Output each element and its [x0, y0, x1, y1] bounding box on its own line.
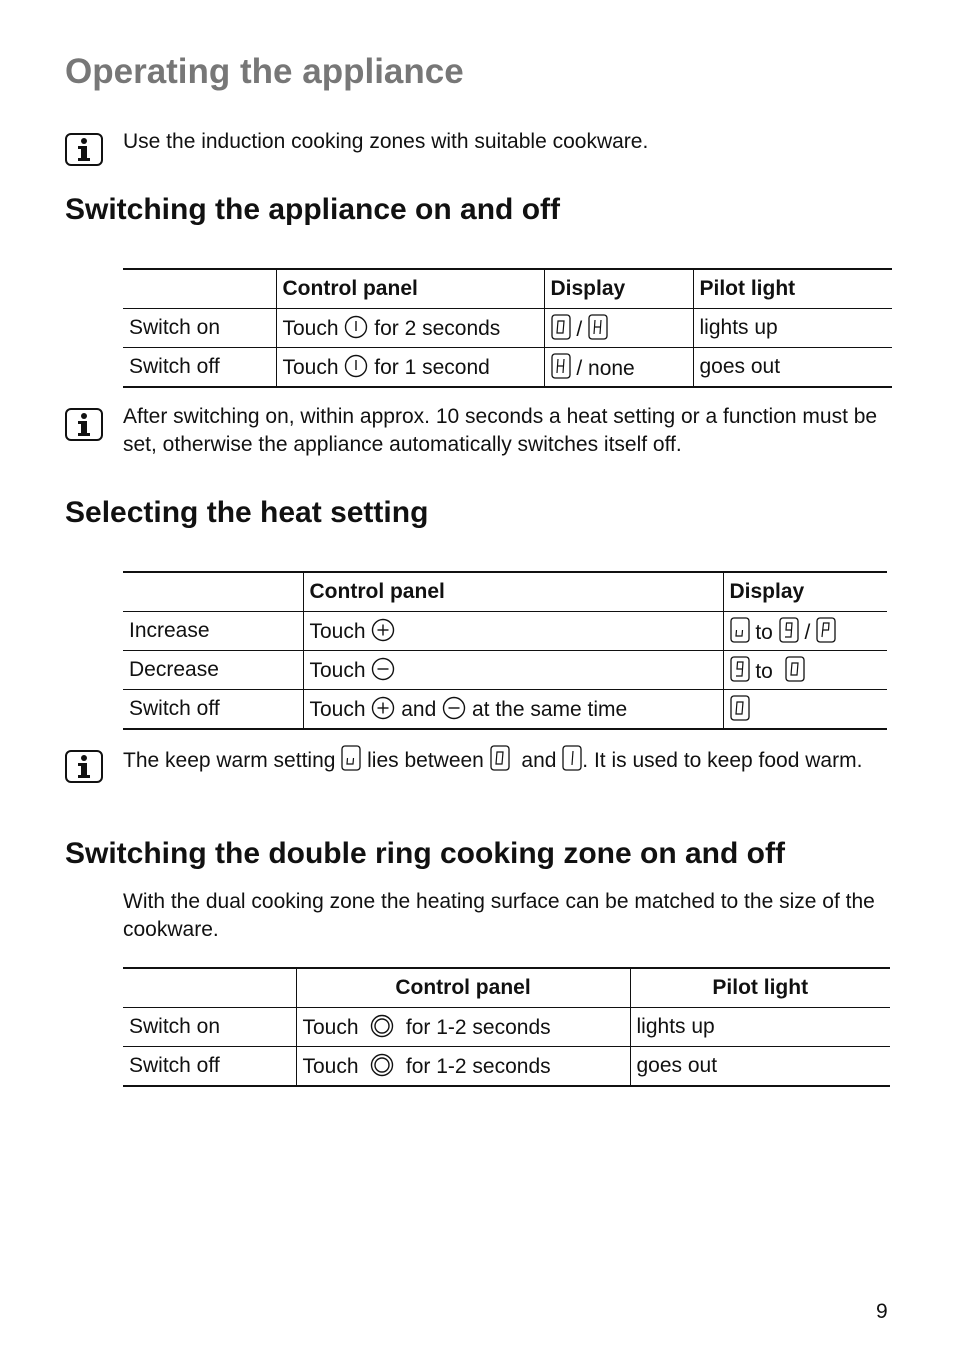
header-cell	[123, 968, 296, 1008]
display-1-icon	[562, 745, 582, 771]
table-row	[123, 309, 892, 348]
keep-warm-icon	[341, 745, 361, 771]
display-9-icon	[730, 656, 750, 682]
row-label: Switch off	[123, 1047, 296, 1087]
info-note-auto-off: After switching on, within approx. 10 seconds a heat setting or a function must be set, otherwise the appliance automatically switches itself off.	[123, 405, 878, 456]
display-cell	[723, 690, 887, 730]
table-row	[123, 1008, 890, 1047]
control-cell: Touch for 1 second	[276, 348, 544, 388]
header-cell: Display	[544, 269, 693, 309]
display-cell: /	[544, 309, 693, 348]
table-row	[123, 612, 887, 651]
control-cell: Touch for 2 seconds	[276, 309, 544, 348]
header-cell: Pilot light	[630, 968, 890, 1008]
info-icon	[65, 408, 103, 441]
row-label: Switch on	[123, 1008, 296, 1047]
header-cell: Pilot light	[693, 269, 892, 309]
info-icon	[65, 750, 103, 783]
minus-icon	[442, 696, 466, 720]
power-icon	[344, 315, 368, 339]
control-cell: Touch and at the same time	[303, 690, 723, 730]
header-cell: Control panel	[276, 269, 544, 309]
row-label: Switch off	[123, 690, 303, 730]
table-row	[123, 651, 887, 690]
row-label: Switch off	[123, 348, 276, 388]
double-ring-table	[123, 967, 890, 1087]
info-icon	[65, 133, 103, 166]
double-ring-intro: With the dual cooking zone the heating surface can be matched to the size of the cookware.	[123, 890, 875, 941]
control-cell: Touch for 1-2 seconds	[296, 1047, 630, 1087]
dual-ring-icon	[370, 1053, 394, 1077]
display-0-icon	[551, 314, 571, 340]
display-9-icon	[779, 617, 799, 643]
section-heading-switching: Switching the appliance on and off	[65, 193, 561, 226]
row-label: Switch on	[123, 309, 276, 348]
info-note-cookware: Use the induction cooking zones with suitable cookware.	[123, 130, 649, 153]
control-cell: Touch	[303, 651, 723, 690]
plus-icon	[371, 696, 395, 720]
pilot-cell: lights up	[693, 309, 892, 348]
header-cell: Display	[723, 572, 887, 612]
header-cell: Control panel	[303, 572, 723, 612]
display-0-icon	[785, 656, 805, 682]
control-cell: Touch	[303, 612, 723, 651]
display-cell: to /	[723, 612, 887, 651]
power-icon	[344, 354, 368, 378]
header-cell	[123, 572, 303, 612]
display-0-icon	[490, 745, 510, 771]
row-label: Increase	[123, 612, 303, 651]
table-row	[123, 348, 892, 388]
header-cell: Control panel	[296, 968, 630, 1008]
heat-setting-table	[123, 571, 887, 730]
row-label: Decrease	[123, 651, 303, 690]
display-0-icon	[730, 695, 750, 721]
pilot-cell: goes out	[693, 348, 892, 388]
display-h-icon	[588, 314, 608, 340]
keep-warm-icon	[730, 617, 750, 643]
display-h-icon	[551, 353, 571, 379]
table-header-row	[123, 968, 890, 1008]
pilot-cell: lights up	[630, 1008, 890, 1047]
section-heading-double-ring: Switching the double ring cooking zone on and off	[65, 837, 785, 870]
display-cell: / none	[544, 348, 693, 388]
pilot-cell: goes out	[630, 1047, 890, 1087]
table-header-row	[123, 269, 892, 309]
section-heading-heat: Selecting the heat setting	[65, 496, 429, 529]
display-p-icon	[816, 617, 836, 643]
plus-icon	[371, 618, 395, 642]
page-title: Operating the appliance	[65, 52, 464, 91]
display-cell: to	[723, 651, 887, 690]
table-row	[123, 1047, 890, 1087]
table-row	[123, 690, 887, 730]
table-header-row	[123, 572, 887, 612]
page-number: 9	[876, 1300, 888, 1323]
dual-ring-icon	[370, 1014, 394, 1038]
switching-table	[123, 268, 892, 388]
info-note-keep-warm: The keep warm setting lies between and . It is used to keep food warm.	[123, 745, 893, 775]
minus-icon	[371, 657, 395, 681]
control-cell: Touch for 1-2 seconds	[296, 1008, 630, 1047]
header-cell	[123, 269, 276, 309]
